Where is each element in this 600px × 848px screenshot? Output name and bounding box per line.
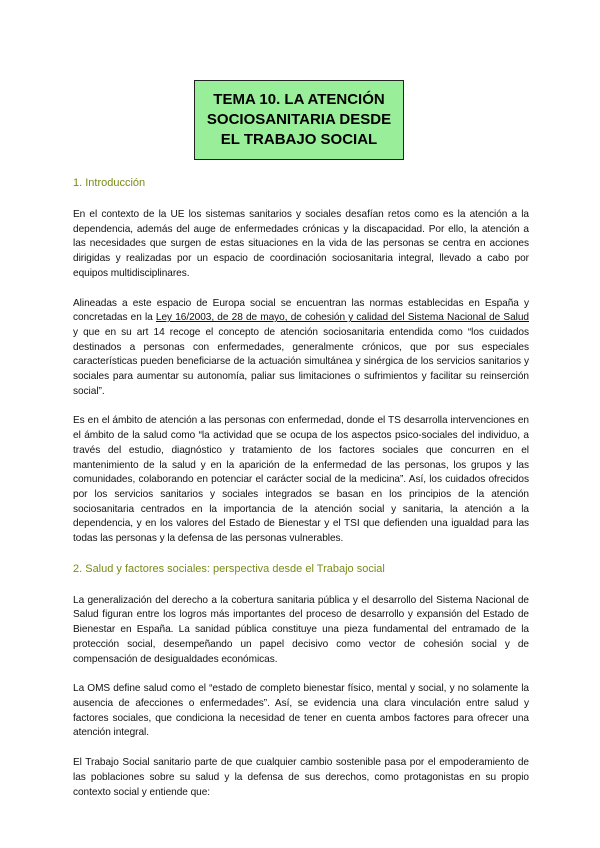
section-2-paragraph-1: La generalización del derecho a la cobertura sanitaria pública y el desarrollo del Sistema Nacional de Salud figuran entre los logros más importantes del proceso de desarrollo y expansión del Estado de Bienestar en España. La sanidad pública constituye una pieza fundamental del entramado de la protección social, desempeñando un papel decisivo como vector de cohesión social y de compensación de desigualdades económicas. [73, 594, 529, 665]
law-reference-link[interactable]: Ley 16/2003, de 28 de mayo, de cohesión y calidad del Sistema Nacional de Salud [155, 312, 529, 324]
title-line-1: TEMA 10. LA ATENCIÓN [213, 91, 385, 108]
section-2-paragraph-3: El Trabajo Social sanitario parte de que cualquier cambio sostenible pasa por el empoderamiento de las poblaciones sobre su salud y la defensa de sus derechos, como protagonistas en su propio contexto social y entiende que: [73, 757, 529, 798]
section-1-paragraph-1: En el contexto de la UE los sistemas sanitarios y sociales desafían retos como es la atención a la dependencia, además del auge de enfermedades crónicas y la discapacidad. Por ello, la atención a las necesidades que surgen de estas situaciones en la vida de las personas se centra en acciones dirigidas y realizadas por un espacio de coordinación sociosanitaria integral, llevado a cabo por equipos multidisciplinares. [73, 209, 529, 279]
section-1-paragraph-3: Es en el ámbito de atención a las personas con enfermedad, donde el TS desarrolla intervenciones en el ámbito de la salud como “la actividad que se ocupa de los aspectos psico-sociales del individuo, a través del estudio, diagnóstico y tratamiento de los factores sociales que concurren en el mantenimiento de la salud y en la aparición de la enfermedad de las personas, los grupos y las comunidades, colaborando en potenciar el carácter social de la medicina”. Así, los cuidados ofrecidos por los servicios sanitarios y sociales integrados se basan en los principios de la atención sociosanitaria centrados en la importancia de la atención social y sanitaria, la atención a la dependencia, y en los valores del Estado de Bienestar y el TSI que defienden una igualdad para las todas las personas y la defensa de las personas vulnerables. [73, 415, 529, 545]
title-line-2: SOCIOSANITARIA DESDE [206, 111, 392, 128]
section-1-paragraph-2 [73, 297, 529, 400]
paragraph-2-text-before: Alineadas a este espacio de Europa social se encuentran las normas establecidas en España y concretadas en la [73, 297, 529, 324]
title-box [194, 80, 404, 160]
section-2-heading: 2. Salud y factores sociales: perspectiva desde el Trabajo social [73, 562, 385, 575]
section-2-paragraph-2: La OMS define salud como el “estado de completo bienestar físico, mental y social, y no solamente la ausencia de afecciones o enfermedades”. Así, se evidencia una clara vinculación entre salud y factores sociales, que condiciona la necesidad de tener en cuenta ambos factores para ofrecer una atención integral. [73, 683, 529, 739]
paragraph-2-text-after: y que en su art 14 recoge el concepto de atención sociosanitaria entendida como “los cuidados destinados a personas con enfermedades, generalmente crónicos, que por sus especiales características pueden beneficiarse de la actuación simultánea y sinérgica de los servicios sanitarios y sociales para aumentar su autonomía, paliar sus limitaciones o sufrimientos y facilitar su reinserción social”. [73, 326, 529, 397]
document-body [73, 176, 529, 815]
section-1-heading: 1. Introducción [73, 177, 146, 189]
title-line-3: EL TRABAJO SOCIAL [220, 131, 378, 148]
